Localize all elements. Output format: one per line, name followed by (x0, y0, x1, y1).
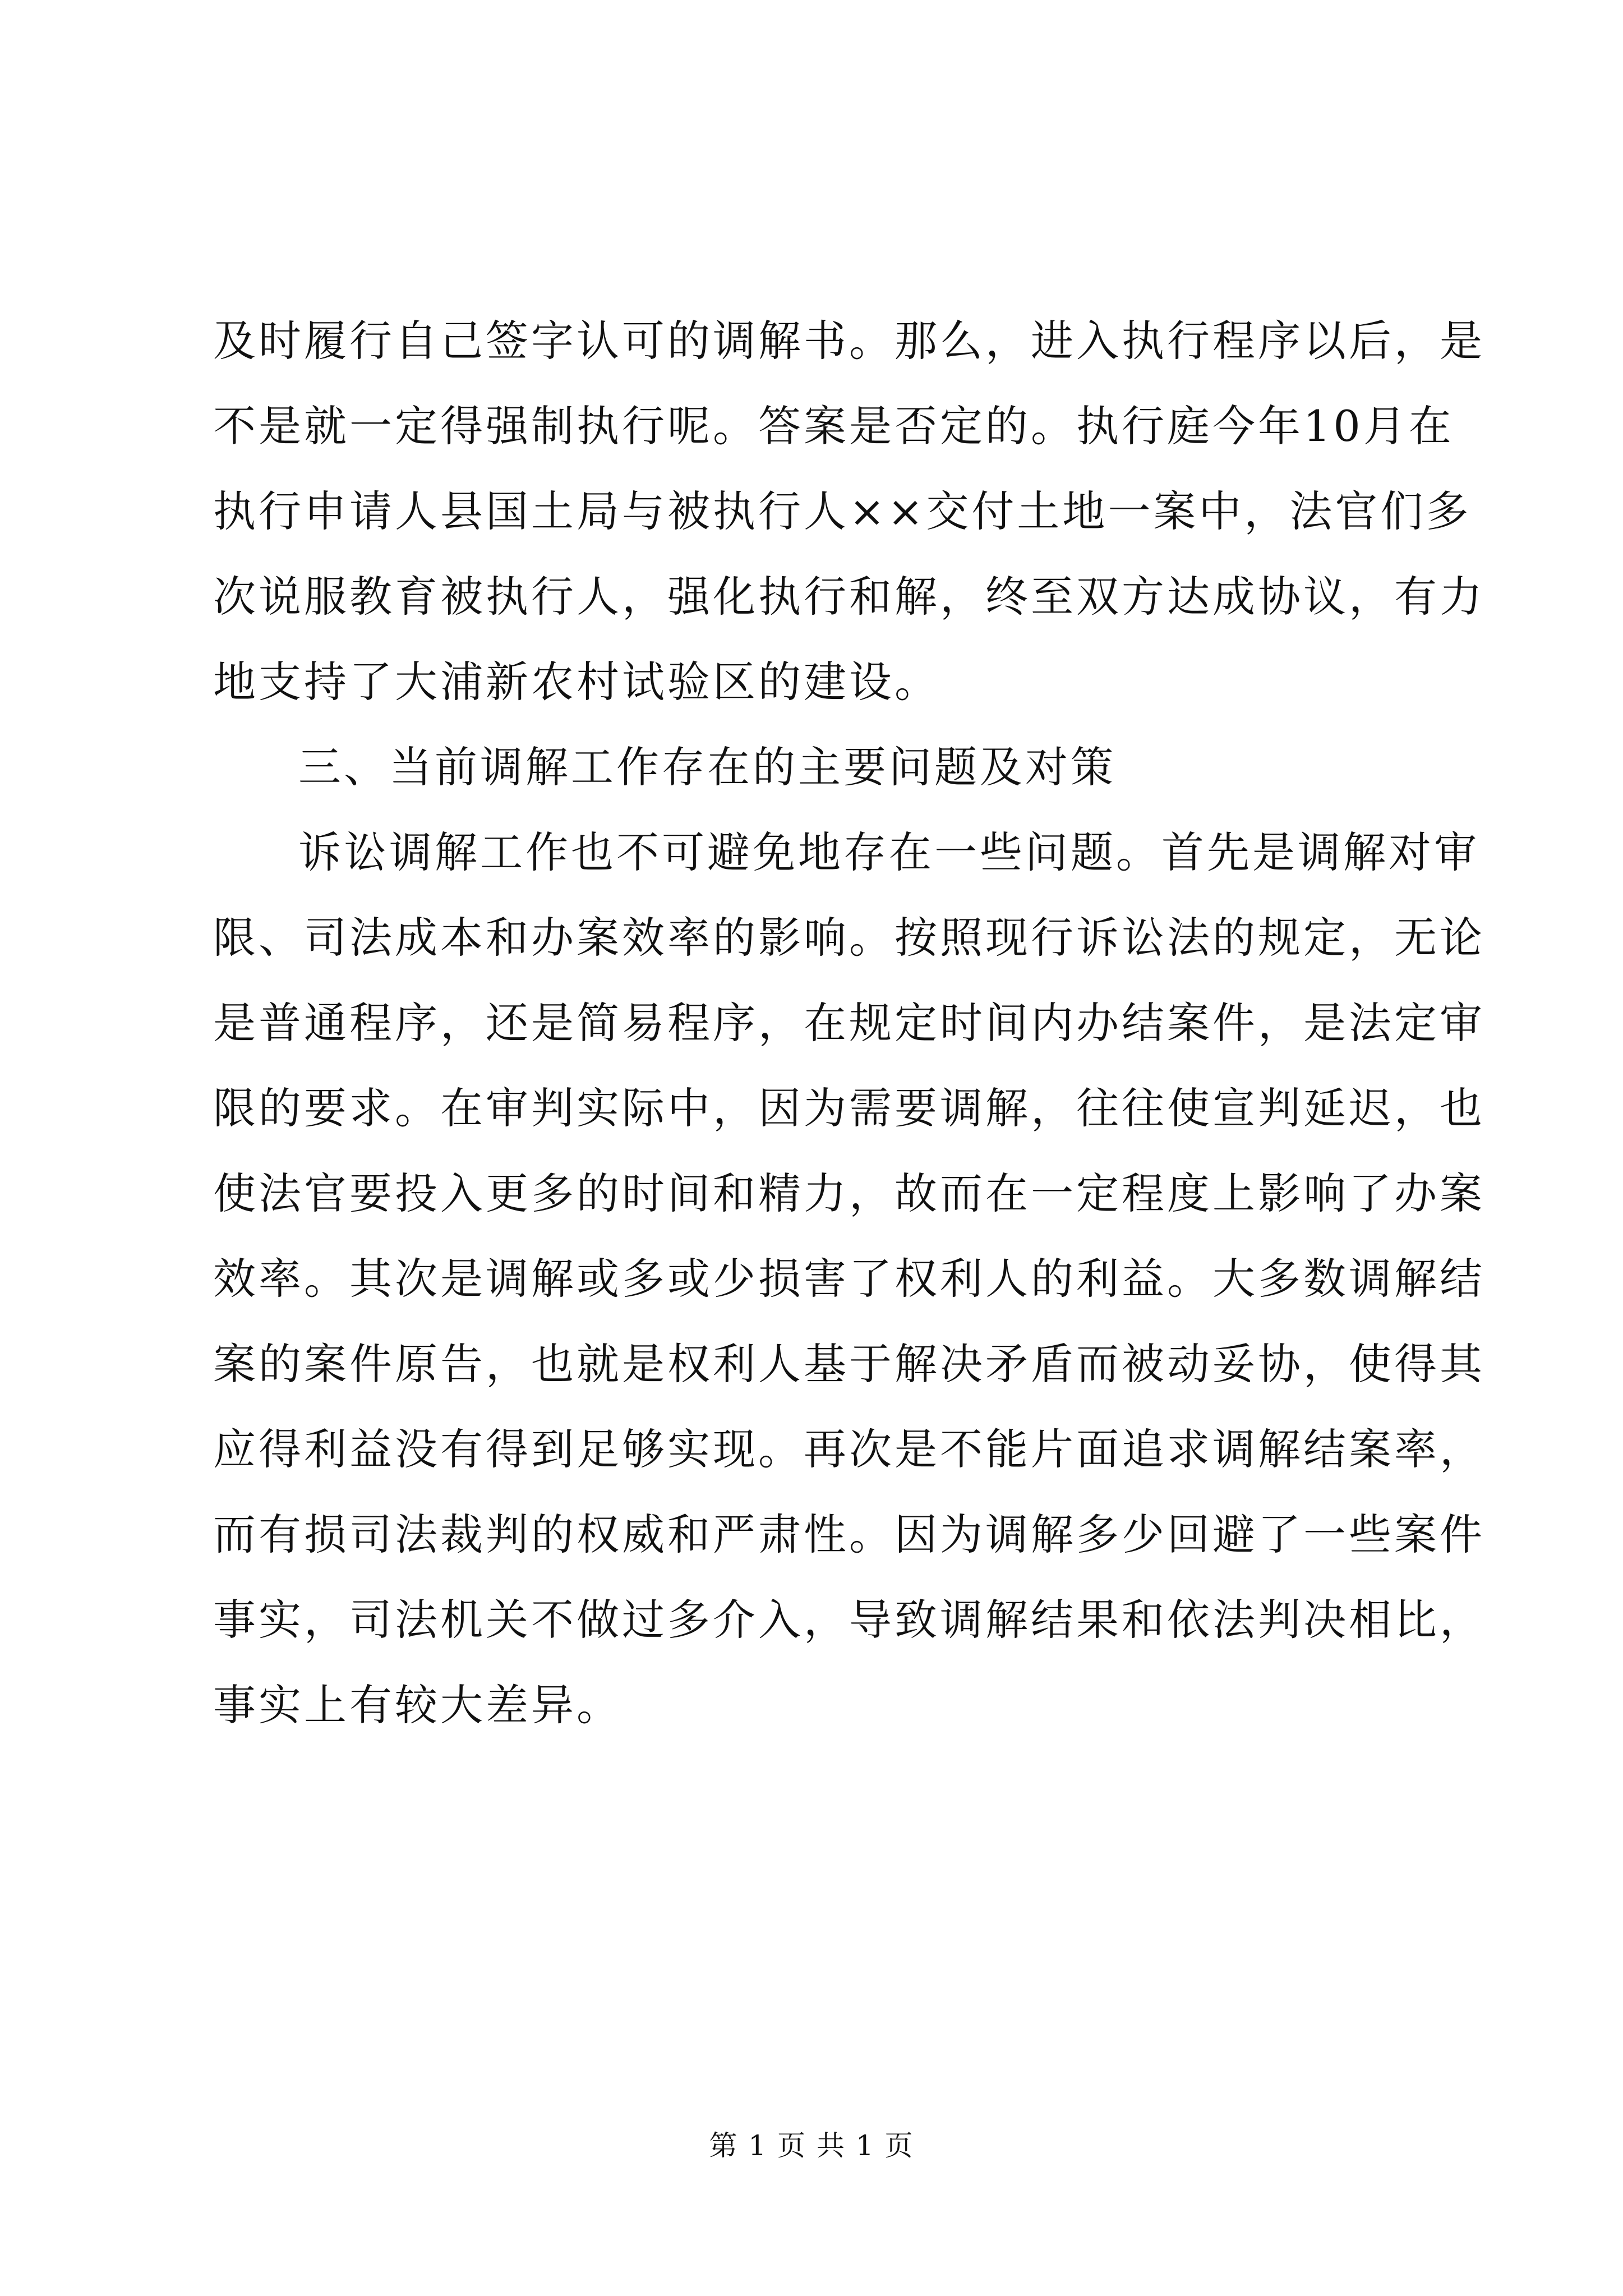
document-body (213, 298, 1485, 1748)
text-line: 应得利益没有得到足够实现。再次是不能片面追求调解结案率， (213, 1424, 1485, 1474)
text-line: 地支持了大浦新农村试验区的建设。 (213, 657, 940, 707)
text-line: 限的要求。在审判实际中，因为需要调解，往往使宣判延迟，也 (213, 1083, 1485, 1133)
text-line: 不是就一定得强制执行呢。答案是否定的。执行庭今年10月在 (213, 401, 1454, 451)
text-line: 限、司法成本和办案效率的影响。按照现行诉讼法的规定，无论 (213, 913, 1485, 963)
text-line: 是普通程序，还是简易程序，在规定时间内办结案件，是法定审 (213, 998, 1485, 1048)
text-line: 及时履行自己签字认可的调解书。那么，进入执行程序以后，是 (213, 316, 1485, 366)
text-line: 事实，司法机关不做过多介入，导致调解结果和依法判决相比， (213, 1595, 1485, 1645)
page-number: 第 1 页 共 1 页 (709, 2129, 914, 2162)
text-line: 执行申请人县国土局与被执行人××交付土地一案中，法官们多 (213, 486, 1472, 536)
text-line: 而有损司法裁判的权威和严肃性。因为调解多少回避了一些案件 (213, 1510, 1485, 1559)
text-line: 次说服教育被执行人，强化执行和解，终至双方达成协议，有力 (213, 572, 1485, 622)
text-line: 案的案件原告，也就是权利人基于解决矛盾而被动妥协，使得其 (213, 1339, 1485, 1389)
text-line: 诉讼调解工作也不可避免地存在一些问题。首先是调解对审 (298, 827, 1479, 877)
text-line: 事实上有较大差异。 (213, 1680, 622, 1730)
text-line: 效率。其次是调解或多或少损害了权利人的利益。大多数调解结 (213, 1254, 1485, 1304)
section-heading: 三、当前调解工作存在的主要问题及对策 (298, 742, 1116, 792)
text-line: 使法官要投入更多的时间和精力，故而在一定程度上影响了办案 (213, 1168, 1485, 1218)
